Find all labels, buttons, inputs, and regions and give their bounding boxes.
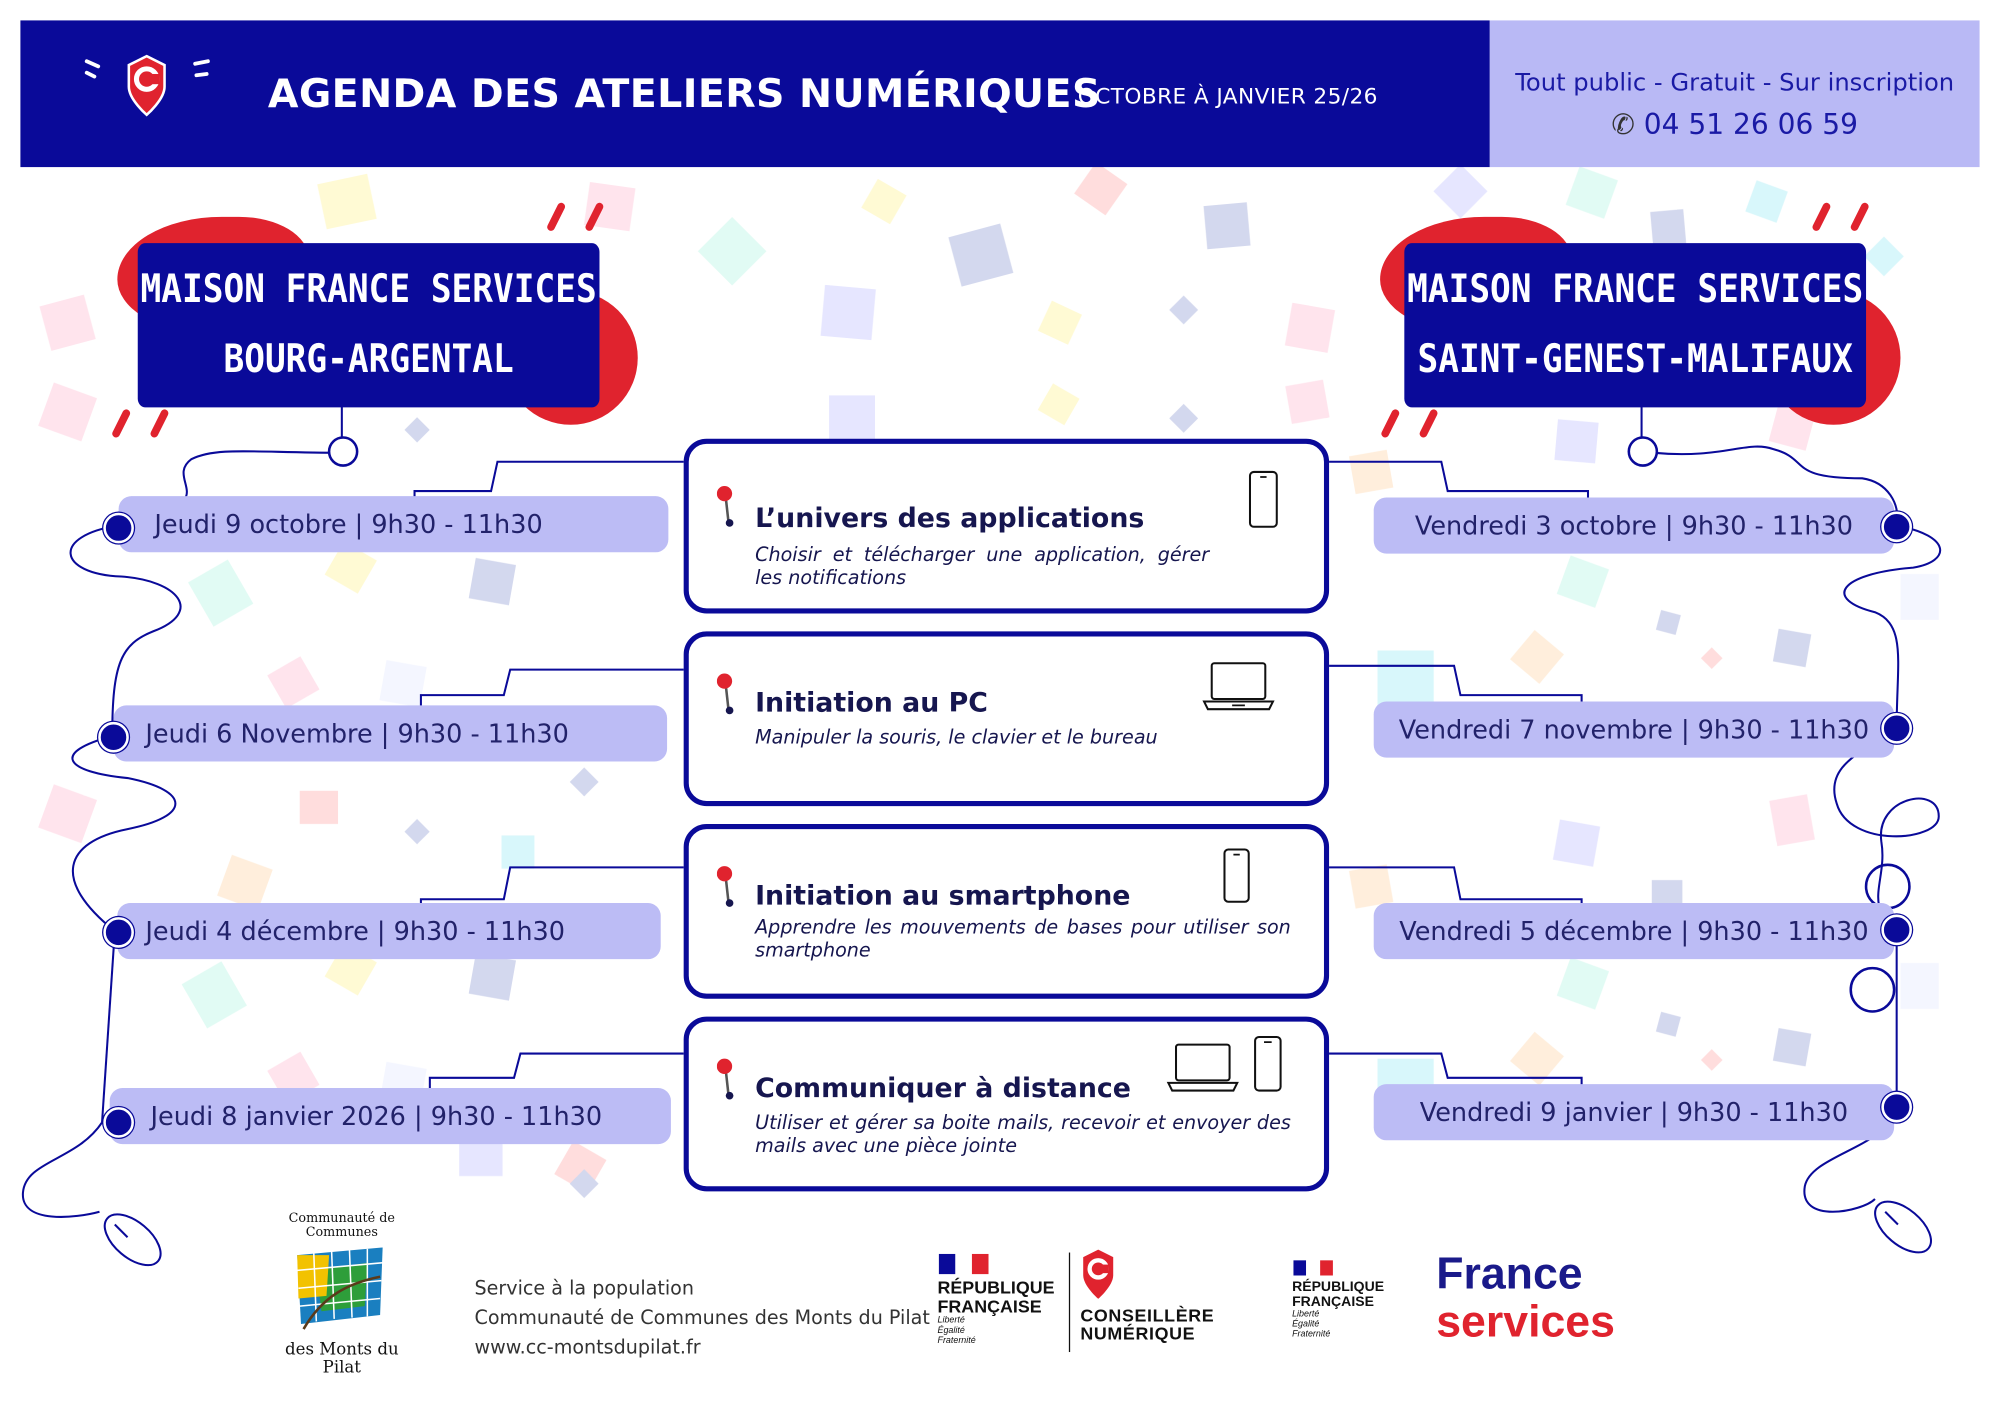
service-line: Service à la population xyxy=(474,1276,695,1300)
timeline-dot xyxy=(1881,1092,1912,1123)
workshop-description: Choisir et télécharger une application, gérer les notifications xyxy=(755,543,1210,590)
workshop-description: Apprendre les mouvements de bases pour utiliser son smartphone xyxy=(755,915,1291,962)
workshop-description: Manipuler la souris, le clavier et le bureau xyxy=(755,725,1158,749)
workshop-description: Utiliser et gérer sa boite mails, recevoir et envoyer des mails avec une pièce jointe xyxy=(755,1110,1291,1157)
date-pill-left: Jeudi 4 décembre | 9h30 - 11h30 xyxy=(117,903,660,959)
republique-francaise-logo xyxy=(1292,1279,1394,1340)
conseillere-numerique-label: CONSEILLÈRE NUMÉRIQUE xyxy=(1080,1304,1215,1344)
connector-ring xyxy=(328,436,359,467)
connector-ring xyxy=(1849,967,1895,1013)
pin-icon xyxy=(717,1057,737,1100)
location-town: BOURG-ARGENTAL xyxy=(223,336,514,383)
location-box-bourg-argental xyxy=(138,243,600,407)
pin-icon xyxy=(717,672,737,715)
conseiller-numerique-logo-icon xyxy=(1079,1247,1117,1301)
ccmp-logo-bottom: des Monts du Pilat xyxy=(285,1340,399,1378)
workshop-card xyxy=(684,439,1329,614)
workshop-card xyxy=(684,824,1329,999)
accent-marks-icon xyxy=(1378,406,1449,442)
accent-marks-icon xyxy=(108,406,179,442)
date-pill-right: Vendredi 5 décembre | 9h30 - 11h30 xyxy=(1374,903,1894,959)
ccmp-logo-icon xyxy=(291,1245,393,1337)
workshop-card xyxy=(684,631,1329,806)
date-pill-left: Jeudi 6 Novembre | 9h30 - 11h30 xyxy=(114,705,668,761)
accent-marks-icon xyxy=(543,199,614,235)
france-label: France xyxy=(1436,1248,1583,1299)
pin-icon xyxy=(717,865,737,908)
ccmp-logo-top: Communauté de Communes xyxy=(288,1211,395,1240)
smartphone-icon xyxy=(1247,469,1280,530)
location-name: MAISON FRANCE SERVICES xyxy=(140,266,597,313)
workshop-title: L’univers des applications xyxy=(755,502,1145,534)
france-services-logo xyxy=(1436,1250,1615,1347)
timeline-dot xyxy=(1881,511,1912,542)
location-name: MAISON FRANCE SERVICES xyxy=(1407,266,1864,313)
republique-label: RÉPUBLIQUE FRANÇAISE xyxy=(937,1276,1055,1317)
location-box-saint-genest-malifaux xyxy=(1404,243,1866,407)
timeline-dot xyxy=(1881,713,1912,744)
audience-label: Tout public - Gratuit - Sur inscription xyxy=(1515,68,1955,97)
workshop-title: Initiation au PC xyxy=(755,687,988,719)
date-pill-right: Vendredi 9 janvier | 9h30 - 11h30 xyxy=(1374,1084,1894,1140)
workshop-title: Initiation au smartphone xyxy=(755,880,1131,911)
timeline-dot xyxy=(103,1107,134,1138)
laptop-and-smartphone-icon xyxy=(1166,1034,1288,1095)
timeline-dot xyxy=(103,513,134,544)
timeline-dot xyxy=(1881,915,1912,946)
pin-icon xyxy=(717,485,737,528)
page-title: AGENDA DES ATELIERS NUMÉRIQUES xyxy=(267,71,1101,118)
date-pill-right: Vendredi 7 novembre | 9h30 - 11h30 xyxy=(1374,702,1894,758)
accent-marks-icon xyxy=(1809,199,1880,235)
divider xyxy=(1069,1253,1070,1352)
phone-number: 04 51 26 06 59 xyxy=(1643,109,1859,142)
footer-service-info xyxy=(474,1274,929,1362)
service-line: Communauté de Communes des Monts du Pilat xyxy=(474,1306,930,1330)
mouse-icon xyxy=(92,1199,174,1281)
timeline-dot xyxy=(103,917,134,948)
connector-ring xyxy=(1628,436,1659,467)
republique-label: RÉPUBLIQUE FRANÇAISE xyxy=(1292,1279,1385,1310)
date-pill-right: Vendredi 3 octobre | 9h30 - 11h30 xyxy=(1374,497,1894,553)
motto-label: Liberté Égalité Fraternité xyxy=(937,1316,976,1346)
date-pill-left: Jeudi 8 janvier 2026 | 9h30 - 11h30 xyxy=(110,1088,671,1144)
laptop-icon xyxy=(1202,659,1276,713)
workshop-title: Communiquer à distance xyxy=(755,1072,1131,1104)
website-link[interactable]: www.cc-montsdupilat.fr xyxy=(474,1335,701,1359)
period-label: OCTOBRE À JANVIER 25/26 xyxy=(1077,84,1378,110)
workshop-card xyxy=(684,1017,1329,1192)
location-town: SAINT-GENEST-MALIFAUX xyxy=(1417,336,1853,383)
motto-label: Liberté Égalité Fraternité xyxy=(1292,1309,1331,1340)
smartphone-icon xyxy=(1222,847,1253,906)
mouse-icon xyxy=(1862,1186,1944,1268)
marianne-logo-icon xyxy=(939,1254,990,1274)
phone-icon: ✆ xyxy=(1611,109,1635,142)
marianne-logo-icon xyxy=(1293,1260,1334,1275)
republique-francaise-logo xyxy=(937,1278,1065,1347)
date-pill-left: Jeudi 9 octobre | 9h30 - 11h30 xyxy=(119,496,669,552)
services-label: services xyxy=(1436,1297,1615,1347)
timeline-dot xyxy=(98,722,129,753)
